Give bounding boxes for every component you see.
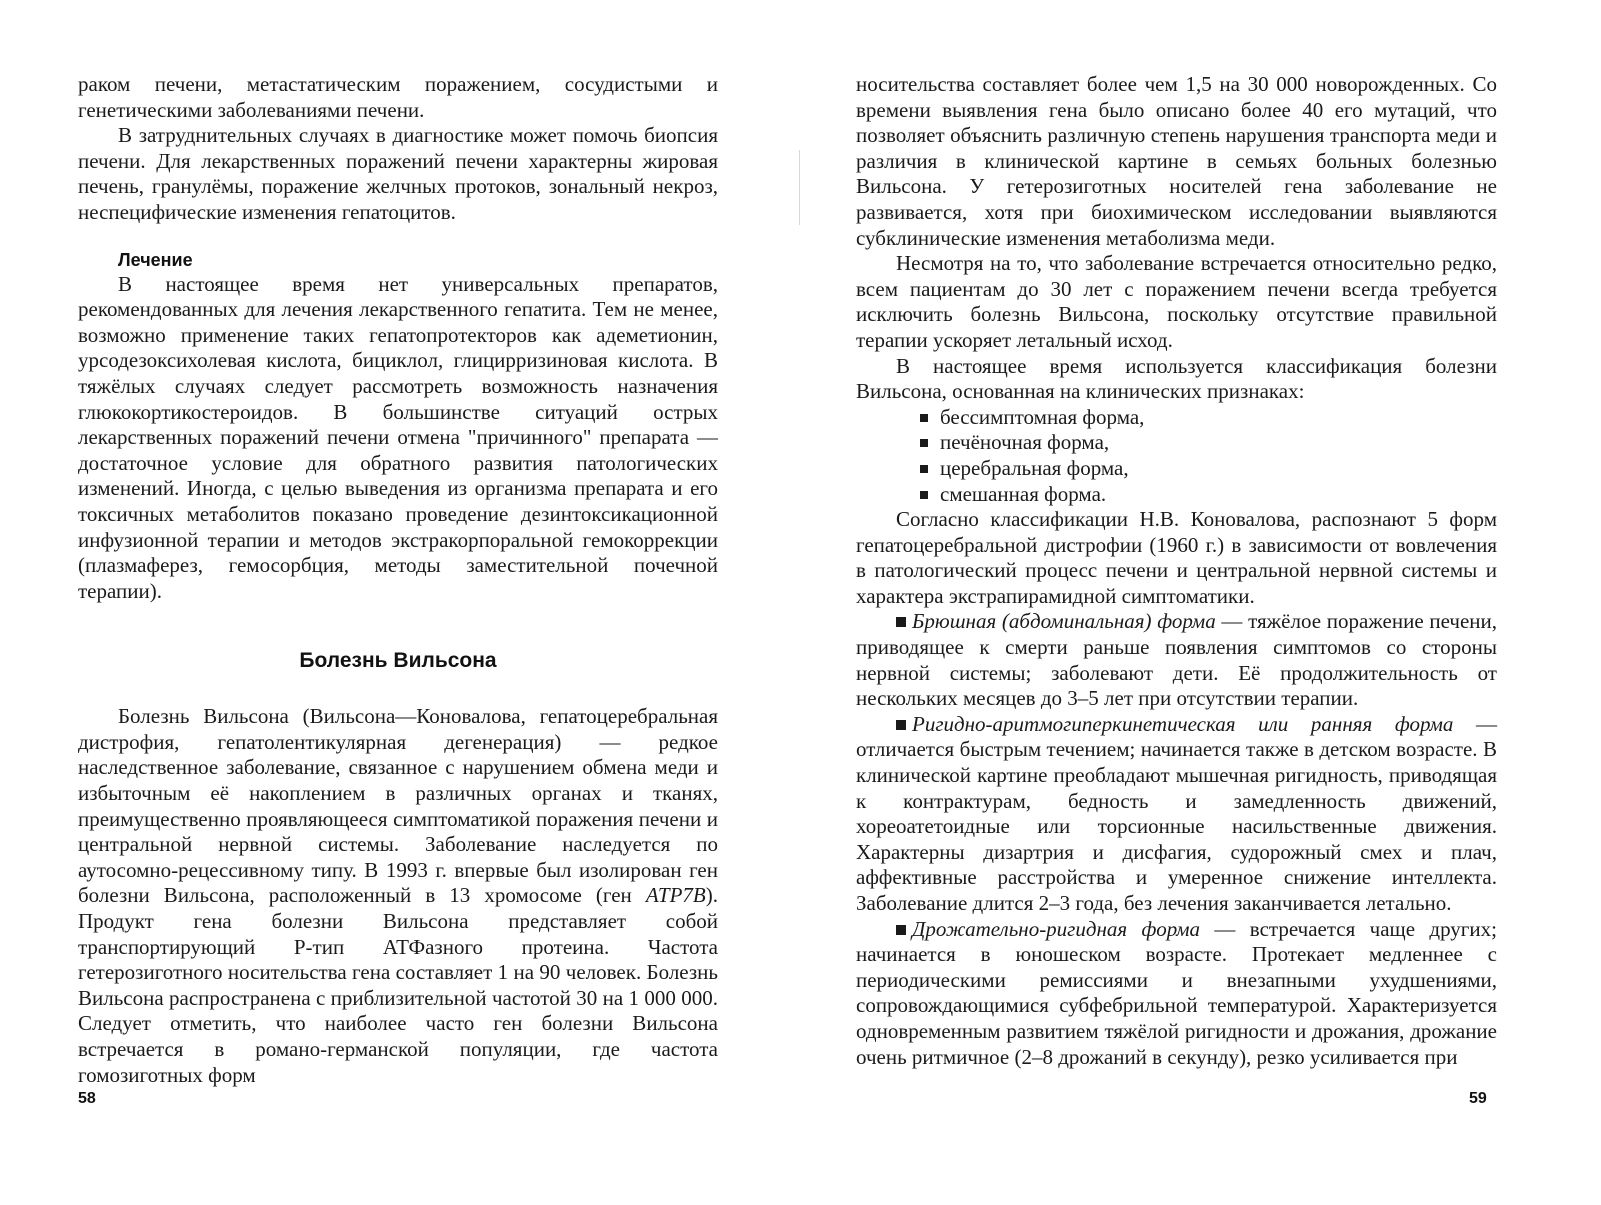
- section-heading: Болезнь Вильсона: [299, 649, 497, 673]
- list-item: [920, 482, 1497, 508]
- list-item: [920, 456, 1497, 482]
- list-item: [920, 405, 1497, 431]
- paragraph: В настоящее время используется классификация болезни Вильсона, основанная на клинических признаках:: [856, 353, 1497, 404]
- form-title: Ригидно-аритмогиперкинетическая или ранняя форма: [912, 711, 1454, 736]
- paragraph: В затруднительных случаях в диагностике может помочь биопсия печени. Для лекарственных поражений печени характерны жировая печень, гранулёмы, поражение желчных протоков, зональный некроз, неспецифические изменения гепатоцитов.: [78, 123, 718, 224]
- right-page: [800, 0, 1601, 1205]
- list-item-text: смешанная форма.: [940, 481, 1107, 506]
- left-page: [0, 0, 800, 1205]
- forms-list: [920, 405, 1497, 507]
- paragraph-text: ). Продукт гена болезни Вильсона представляет собой транспортирующий Р-тип АТФазного протеина. Частота гетерозиготного носительства гена составляет 1 на 90 человек. Болезнь Вильсона распространена с приблизительной частотой 30 на 1 000 000. Следует отметить, что наиболее часто ген болезни Вильсона встречается в романо-германской популяции, где частота гомозиготных форм: [78, 883, 718, 1087]
- paragraph: [78, 704, 718, 1088]
- paragraph: В настоящее время нет универсальных препаратов, рекомендованных для лечения лекарственного гепатита. Тем не менее, возможно применение таких гепатопротекторов как адеметионин, урсодезоксихолевая кислота, бициклол, глицирризиновая кислота. В тяжёлых случаях следует рассмотреть возможность назначения глюкокортикостероидов. В большинстве ситуаций острых лекарственных поражений печени отмена "причинного" препарата — достаточное условие для обратного развития патологических изменений. Иногда, с целью выведения из организма препарата и его токсичных метаболитов показано проведение дезинтоксикационной инфузионной терапии и методов экстракорпоральной гемокоррекции (плазмаферез, гемосорбция, методы заместительной почечной терапии).: [78, 271, 718, 603]
- page-number: 58: [78, 1090, 96, 1107]
- paragraph: Согласно классификации Н.В. Коновалова, распознают 5 форм гепатоцеребральной дистрофии (1960 г.) в зависимости от вовлечения в патологический процесс печени и центральной нервной системы и характера экстрапирамидной симптоматики.: [856, 507, 1497, 608]
- form-paragraph: [856, 917, 1497, 1071]
- list-item-text: бессимптомная форма,: [940, 404, 1145, 429]
- form-text: — тяжёлое поражение печени, приводящее к смерти раньше появления симптомов со стороны нервной системы; заболевают дети. Её продолжительность от нескольких месяцев до 3–5 лет при отсутствии терапии.: [856, 609, 1497, 711]
- left-page-body: [78, 72, 718, 1088]
- form-text: — встречается чаще других; начинается в юношеском возрасте. Протекает медленнее с периодическими ремиссиями и внезапными ухудшениями, сопровождающимися субфебрильной температурой. Характеризуется одновременным развитием тяжёлой ригидности и дрожания, дрожание очень ритмичное (2–8 дрожаний в секунду), резко усиливается при: [856, 916, 1497, 1069]
- list-item: [920, 430, 1497, 456]
- form-title: Дрожательно-ригидная форма: [912, 916, 1201, 941]
- form-paragraph: [856, 712, 1497, 917]
- gene-name: ATP7B: [645, 883, 706, 908]
- form-title: Брюшная (абдоминальная) форма: [912, 609, 1216, 634]
- page-number: 59: [1469, 1090, 1487, 1107]
- bullet-icon: [896, 720, 906, 730]
- right-page-body: [856, 72, 1497, 1070]
- paragraph-text: Болезнь Вильсона (Вильсона—Коновалова, гепатоцеребральная дистрофия, гепатолентикулярная дегенерация) — редкое наследственное заболевание, связанное с нарушением обмена меди и избыточным её накоплением в различных органах и тканях, преимущественно проявляющееся симптоматикой поражения печени и центральной нервной системы. Заболевание наследуется по аутосомно-рецессивному типу. В 1993 г. впервые был изолирован ген болезни Вильсона, расположенный в 13 хромосоме (ген: [78, 704, 718, 908]
- bullet-icon: [920, 439, 928, 447]
- list-item-text: печёночная форма,: [940, 430, 1110, 455]
- bullet-icon: [896, 925, 906, 935]
- subsection-heading: Лечение: [118, 249, 193, 270]
- list-item-text: церебральная форма,: [940, 455, 1129, 480]
- paragraph: носительства составляет более чем 1,5 на 30 000 новорожденных. Со времени выявления гена было описано более 40 его мутаций, что позволяет объяснить различную степень нарушения транспорта меди и различия в клинической картине в семьях больных болезнью Вильсона. У гетерозиготных носителей гена заболевание не развивается, хотя при биохимическом исследовании выявляются субклинические изменения метаболизма меди.: [856, 72, 1497, 250]
- paragraph: раком печени, метастатическим поражением, сосудистыми и генетическими заболеваниями печени.: [78, 72, 718, 122]
- form-paragraph: [856, 609, 1497, 711]
- bullet-icon: [896, 617, 906, 627]
- paragraph: Несмотря на то, что заболевание встречается относительно редко, всем пациентам до 30 лет с поражением печени всегда требуется исключить болезнь Вильсона, поскольку отсутствие правильной терапии ускоряет летальный исход.: [856, 251, 1497, 352]
- bullet-icon: [920, 414, 928, 422]
- form-text: — отличается быстрым течением; начинается также в детском возрасте. В клинической картине преобладают мышечная ригидность, приводящая к контрактурам, бедность и замедленность движений, хореоатетоидные или торсионные насильственные движения. Характерны дизартрия и дисфагия, судорожный смех и плач, аффективные расстройства и умеренное снижение интеллекта. Заболевание длится 2–3 года, без лечения заканчивается летально.: [856, 711, 1498, 915]
- bullet-icon: [920, 465, 928, 473]
- bullet-icon: [920, 491, 928, 499]
